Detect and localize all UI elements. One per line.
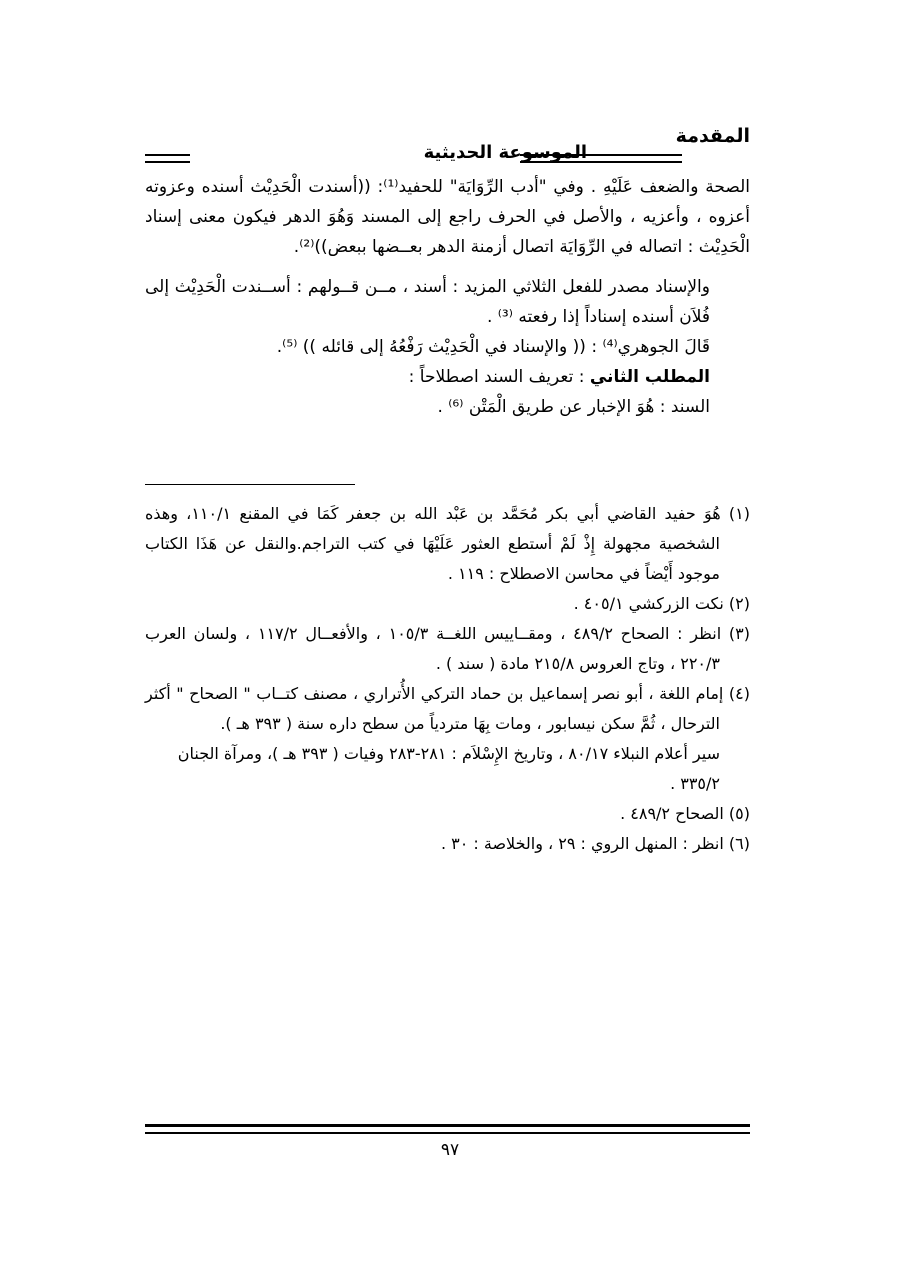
footnote-4-sources: سير أعلام النبلاء ٨٠/١٧ ، وتاريخ الإِسْلاَم : ٢٨١-٢٨٣ وفيات ( ٣٩٣ هـ )، ومرآة الجنان ٣٣٥/٢ . [177, 744, 720, 793]
footnote-4: (٤) إمام اللغة ، أبو نصر إسماعيل بن حماد التركي الأُتراري ، مصنف كتــاب " الصحاح " أكثر الترحال ، ثُمَّ سكن نيسابور ، ومات بِهَا متردياً من سطح داره سنة ( ٣٩٣ هـ ). [145, 684, 750, 733]
footnote-3: (٣) انظر : الصحاح ٤٨٩/٢ ، ومقــاييس اللغــة ١٠٥/٣ ، والأفعــال ١١٧/٢ ، ولسان العرب ٢٢٠/٣ ، وتاج العروس ٢١٥/٨ مادة ( سند ) . [145, 624, 750, 673]
footnotes [145, 499, 750, 859]
section-heading-line [145, 362, 750, 392]
footer-double-rule [145, 1124, 750, 1134]
main-text [145, 172, 750, 422]
book-title: الموسوعة الحديثية [423, 142, 587, 163]
paragraph: الصحة والضعف عَلَيْهِ . وفي "أدب الرِّوَايَة" للحفيد⁽¹⁾: ((أسندت الْحَدِيْث أسنده وعزوته أعزوه ، وأعزيه ، والأصل في الحرف راجع إلى المسند وَهُوَ الدهر فيكون معنى إسناد الْحَدِيْث : اتصاله في الرِّوَايَة اتصال أزمنة الدهر بعــضها ببعض))⁽²⁾. [145, 177, 750, 257]
footnote-2: (٢) نكت الزركشي ٤٠٥/١ . [573, 594, 750, 613]
header-double-rule-short [145, 154, 190, 163]
running-header [145, 120, 750, 172]
page-number: ٩٧ [440, 1140, 460, 1160]
section-heading: المطلب الثاني [589, 367, 710, 387]
section-heading-text: : تعريف السند اصطلاحاً : [408, 367, 590, 387]
chapter-title: المقدمة [675, 125, 750, 147]
paragraph: والإسناد مصدر للفعل الثلاثي المزيد : أسند ، مــن قــولهم : أســندت الْحَدِيْث إلى فُلاَن أسنده إسناداً إذا رفعته ⁽³⁾ . [145, 277, 710, 327]
footnote-1: (١) هُوَ حفيد القاضي أبي بكر مُحَمَّد بن عَبْد الله بن جعفر كَمَا في المقنع ١١٠/١، وهذه الشخصية مجهولة إِذْ لَمْ أستطع العثور عَلَيْهَا في كتب التراجم.والنقل عن هَذَا الكتاب موجود أَيْضاً في محاسن الاصطلاح : ١١٩ . [145, 504, 750, 583]
paragraph: السند : هُوَ الإخبار عن طريق الْمَتْن ⁽⁶⁾ . [437, 397, 710, 417]
footnote-6: (٦) انظر : المنهل الروي : ٢٩ ، والخلاصة : ٣٠ . [440, 834, 750, 853]
footnote-5: (٥) الصحاح ٤٨٩/٢ . [620, 804, 750, 823]
document-page [145, 120, 750, 859]
paragraph: قَالَ الجوهري⁽⁴⁾ : (( والإسناد في الْحَدِيْث رَفْعُهُ إلى قائله )) ⁽⁵⁾. [276, 337, 710, 357]
footnote-separator [145, 484, 355, 485]
